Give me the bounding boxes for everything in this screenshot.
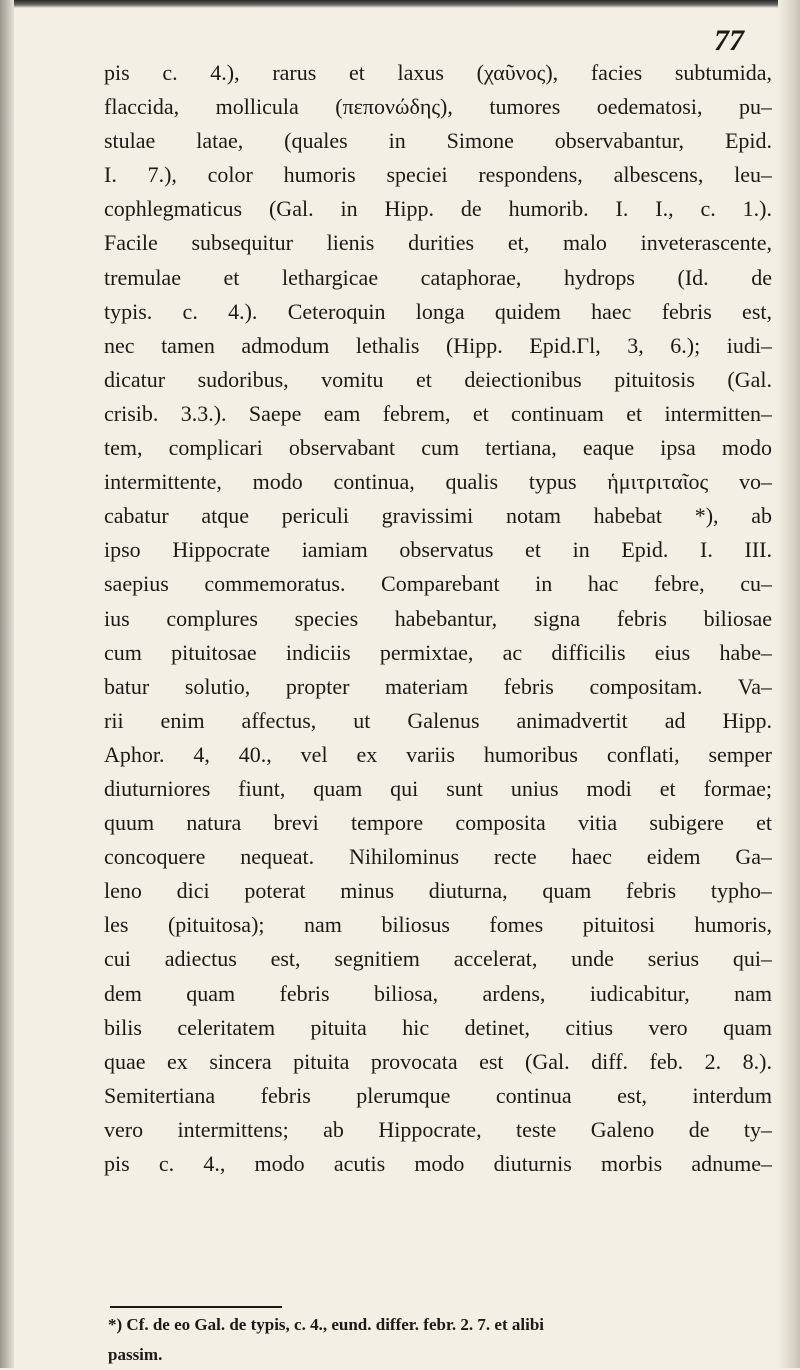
text-line: les (pituitosa); nam biliosus fomes pituitosi humoris, xyxy=(104,912,772,938)
text-line: leno dici poterat minus diuturna, quam febris typho– xyxy=(104,878,772,904)
text-line: Aphor. 4, 40., vel ex variis humoribus conflati, semper xyxy=(104,741,772,767)
text-line: rii enim affectus, ut Galenus animadvertit ad Hipp. xyxy=(104,707,772,733)
scan-edge-top xyxy=(0,0,800,8)
footnote-line: passim. xyxy=(108,1345,163,1364)
text-line: intermittente, modo continua, qualis typus ἡμιτριταῖος vo– xyxy=(104,469,772,495)
text-line: crisib. 3.3.). Saepe eam febrem, et continuam et intermitten– xyxy=(104,400,772,426)
text-line: pis c. 4.), rarus et laxus (χαῦνος), facies subtumida, xyxy=(104,60,772,85)
text-line: dicatur sudoribus, vomitu et deiectionibus pituitosis (Gal. xyxy=(104,366,772,392)
text-line: Semitertiana febris plerumque continua est, interdum xyxy=(104,1082,772,1108)
text-line: bilis celeritatem pituita hic detinet, citius vero quam xyxy=(104,1014,772,1040)
text-line: typis. c. 4.). Ceteroquin longa quidem haec febris est, xyxy=(104,298,772,324)
text-line: cui adiectus est, segnitiem accelerat, unde serius qui– xyxy=(104,946,772,972)
text-line: I. 7.), color humoris speciei respondens, albescens, leu– xyxy=(104,162,772,188)
footnote xyxy=(108,1310,768,1370)
text-line: stulae latae, (quales in Simone observabantur, Epid. xyxy=(104,128,772,154)
text-line: concoquere nequeat. Nihilominus recte haec eidem Ga– xyxy=(104,844,772,870)
text-line: dem quam febris biliosa, ardens, iudicabitur, nam xyxy=(104,980,772,1006)
text-line: ius complures species habebantur, signa febris biliosae xyxy=(104,605,772,631)
text-line: diuturniores fiunt, quam qui sunt unius modi et formae; xyxy=(104,775,772,801)
text-line: saepius commemoratus. Comparebant in hac febre, cu– xyxy=(104,571,772,597)
text-line: tem, complicari observabant cum tertiana, eaque ipsa modo xyxy=(104,435,772,461)
text-line: batur solutio, propter materiam febris compositam. Va– xyxy=(104,673,772,699)
text-line: flaccida, mollicula (πεπονώδης), tumores oedematosi, pu– xyxy=(104,94,772,120)
footnote-line: *) Cf. de eo Gal. de typis, c. 4., eund. differ. febr. 2. 7. et alibi xyxy=(108,1315,545,1334)
text-line: Facile subsequitur lienis durities et, malo inveterascente, xyxy=(104,230,772,256)
text-line: cophlegmaticus (Gal. in Hipp. de humorib. I. I., c. 1.). xyxy=(104,196,772,222)
main-text xyxy=(104,56,772,1181)
text-line: tremulae et lethargicae cataphorae, hydrops (Id. de xyxy=(104,264,772,290)
text-line: cum pituitosae indiciis permixtae, ac difficilis eius habe– xyxy=(104,639,772,665)
text-line: cabatur atque periculi gravissimi notam habebat *), ab xyxy=(104,503,772,529)
text-line: quum natura brevi tempore composita vitia subigere et xyxy=(104,810,772,836)
text-line: vero intermittens; ab Hippocrate, teste Galeno de ty– xyxy=(104,1116,772,1142)
footnote-divider xyxy=(110,1306,282,1308)
text-line: pis c. 4., modo acutis modo diuturnis morbis adnume– xyxy=(104,1151,772,1176)
page-number: 77 xyxy=(714,24,744,57)
text-line: ipso Hippocrate iamiam observatus et in Epid. I. III. xyxy=(104,537,772,563)
page-edge-right xyxy=(778,0,800,1368)
text-line: nec tamen admodum lethalis (Hipp. Epid.Γl, 3, 6.); iudi– xyxy=(104,332,772,358)
book-binding-shadow xyxy=(0,0,14,1368)
text-line: quae ex sincera pituita provocata est (Gal. diff. feb. 2. 8.). xyxy=(104,1048,772,1074)
